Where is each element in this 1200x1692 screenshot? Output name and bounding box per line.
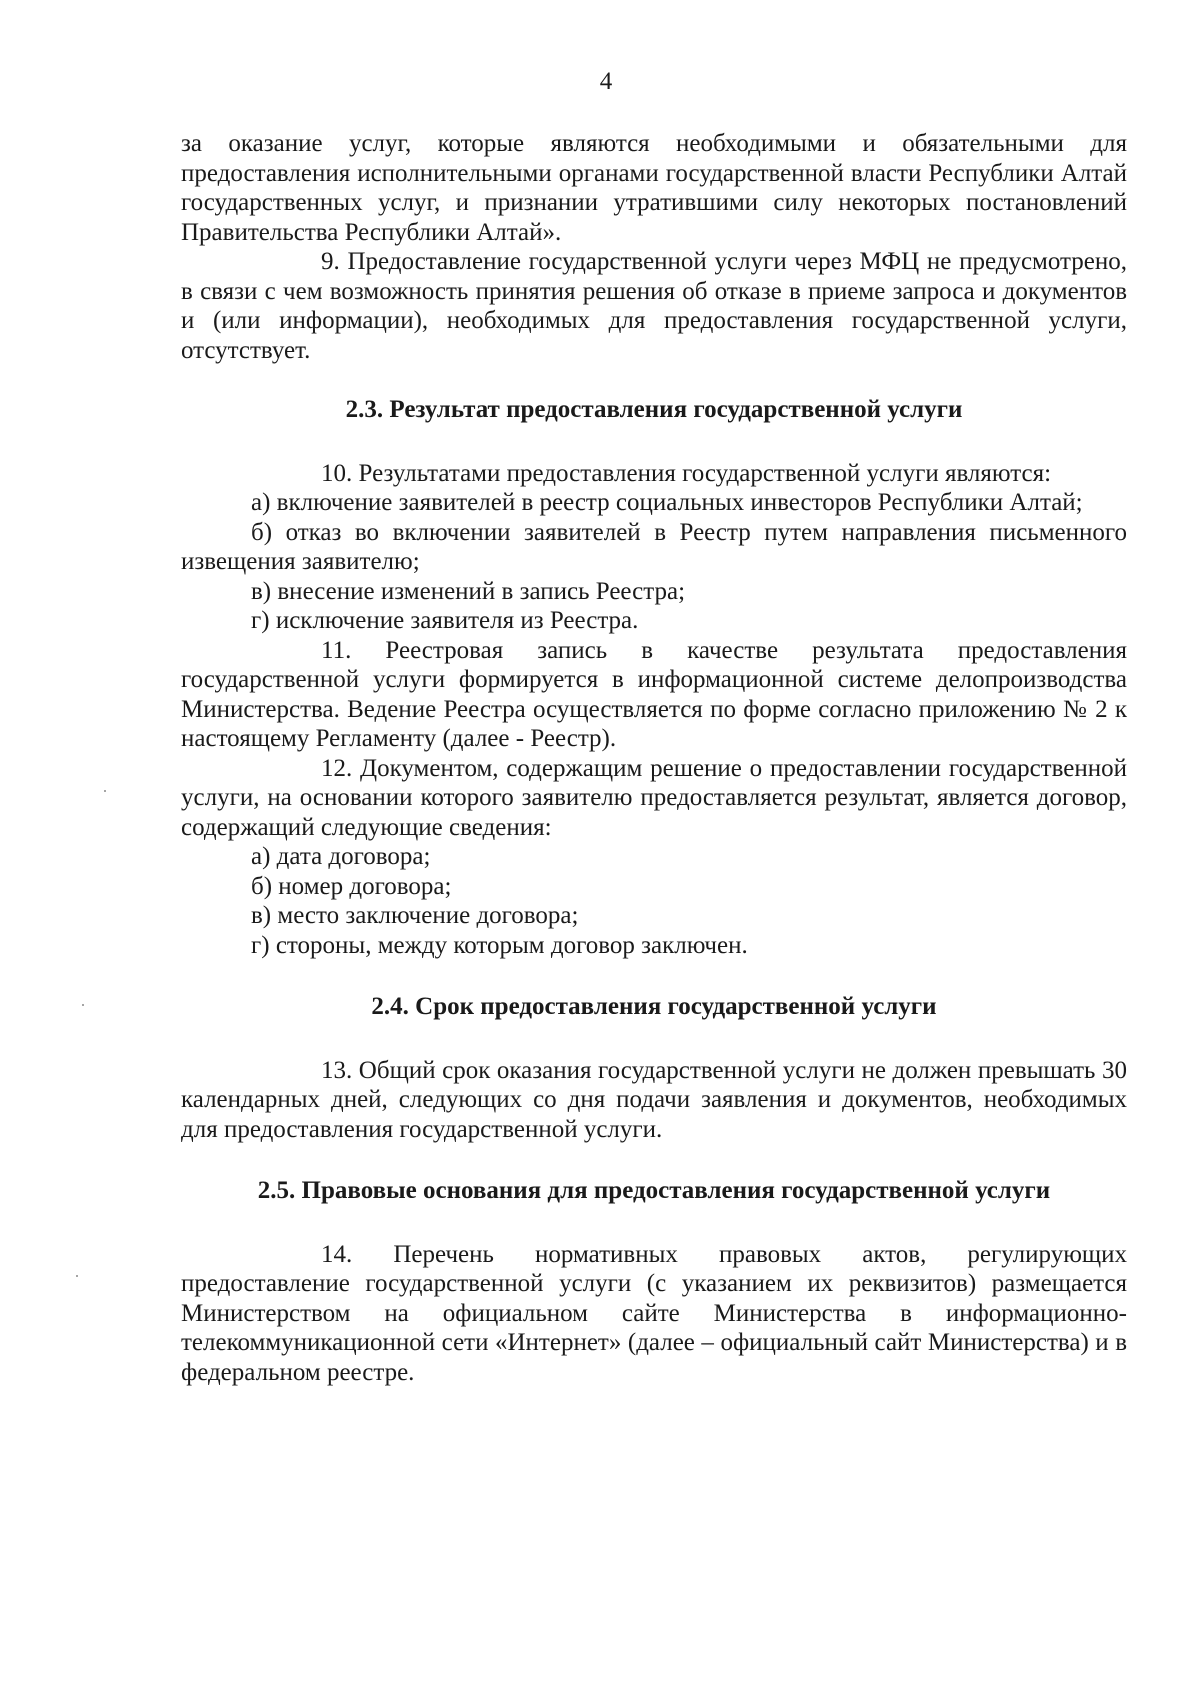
- paragraph-9: [181, 247, 1127, 365]
- paragraph-text: Документом, содержащим решение о предоставлении государственной услуги, на основании которого заявителю предоставляется результат, является договор, содержащий следующие сведения:: [181, 754, 1128, 841]
- list-item: г) стороны, между которым договор заключен.: [251, 931, 748, 959]
- paragraph-number: 14.: [321, 1240, 353, 1268]
- list-item: а) дата договора;: [251, 843, 431, 870]
- paragraph-continuation: за оказание услуг, которые являются необходимыми и обязательными для предоставления исполнительными органами государственной власти Республики Алтай государственных услуг, и признании утратившими силу некоторых постановлений Правительства Республики Алтай».: [181, 130, 1127, 246]
- list-item: а) включение заявителей в реестр социальных инвесторов Республики Алтай;: [251, 489, 1083, 516]
- page-number: 4: [599, 68, 613, 95]
- paragraph-11: [181, 636, 1127, 754]
- scan-speck: [82, 1004, 84, 1006]
- list-item: в) место заключение договора;: [251, 902, 579, 929]
- paragraph-number: 9.: [321, 248, 340, 275]
- paragraph-text: Общий срок оказания государственной услуги не должен превышать 30 календарных дней, следующих со дня подачи заявления и документов, необходимых для предоставления государственной услуги.: [181, 1056, 1128, 1143]
- section-heading-2-3: 2.3. Результат предоставления государственной услуги: [345, 396, 963, 423]
- paragraph-13: [181, 1056, 1127, 1145]
- paragraph-number: 10.: [321, 459, 353, 487]
- list-item: б) отказ во включении заявителей в Реестр путем направления письменного извещения заявителю;: [181, 518, 1127, 575]
- paragraph-text: Предоставление государственной услуги через МФЦ не предусмотрено, в связи с чем возможность принятия решения об отказе в приеме запроса и документов и (или информации), необходимых для предоставления государственной услуги, отсутствует.: [181, 248, 1128, 364]
- document-body: [181, 129, 1127, 1387]
- scan-speck: [104, 790, 106, 792]
- paragraph-number: 12.: [321, 754, 353, 782]
- paragraph-number: 13.: [321, 1056, 353, 1084]
- list-item: в) внесение изменений в запись Реестра;: [251, 577, 686, 605]
- paragraph-12: [181, 754, 1127, 843]
- section-heading-2-4: 2.4. Срок предоставления государственной услуги: [371, 993, 937, 1020]
- paragraph-14: [181, 1240, 1127, 1388]
- paragraph-text: Перечень нормативных правовых актов, регулирующих предоставление государственной услуги (с указанием их реквизитов) размещается Министерством на официальном сайте Министерства в информационно-телекоммуникационной сети «Интернет» (далее – официальный сайт Министерства) и в федеральном реестре.: [181, 1240, 1128, 1386]
- paragraph-text: Результатами предоставления государственной услуги являются:: [358, 459, 1052, 487]
- paragraph-number: 11.: [321, 636, 352, 664]
- section-heading-2-5: 2.5. Правовые основания для предоставления государственной услуги: [257, 1177, 1051, 1204]
- list-item: б) номер договора;: [251, 872, 452, 900]
- paragraph-text: Реестровая запись в качестве результата предоставления государственной услуги формируется в информационной системе делопроизводства Министерства. Ведение Реестра осуществляется по форме согласно приложению № 2 к настоящему Регламенту (далее - Реестр).: [181, 636, 1127, 752]
- paragraph-10: [181, 459, 1127, 489]
- list-item: г) исключение заявителя из Реестра.: [251, 607, 639, 634]
- scan-speck: [76, 1275, 78, 1277]
